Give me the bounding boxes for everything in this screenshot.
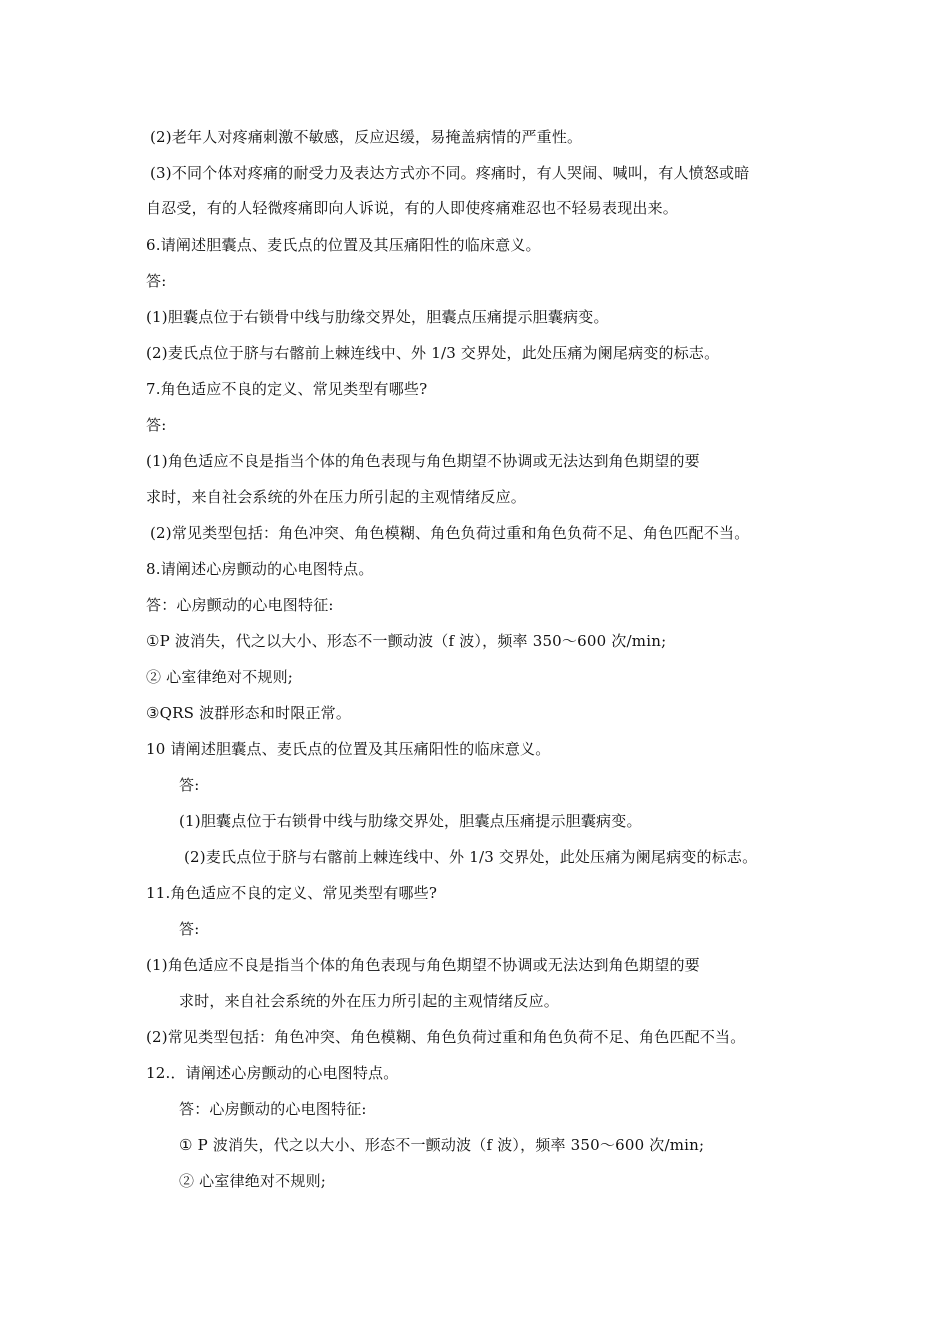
question-heading: 10 请阐述胆囊点、麦氏点的位置及其压痛阳性的临床意义。 — [146, 740, 551, 758]
answer-label: 答: — [146, 272, 167, 290]
text-line: (2)常见类型包括：角色冲突、角色模糊、角色负荷过重和角色负荷不足、角色匹配不当。 — [146, 1028, 746, 1046]
text-line: (1)胆囊点位于右锁骨中线与肋缘交界处，胆囊点压痛提示胆囊病变。 — [179, 812, 642, 830]
text-line: (1)角色适应不良是指当个体的角色表现与角色期望不协调或无法达到角色期望的要 — [146, 452, 700, 470]
text-line: ③QRS 波群形态和时限正常。 — [146, 704, 352, 722]
answer-label: 答: — [179, 920, 200, 938]
question-heading: 6.请阐述胆囊点、麦氏点的位置及其压痛阳性的临床意义。 — [146, 236, 541, 254]
question-heading: 11.角色适应不良的定义、常见类型有哪些? — [146, 884, 438, 902]
text-line: ① P 波消失，代之以大小、形态不一颤动波（f 波），频率 350～600 次/min; — [179, 1136, 705, 1154]
text-line: ② 心室律绝对不规则; — [146, 668, 294, 686]
text-line: (2)麦氏点位于脐与右髂前上棘连线中、外 1/3 交界处，此处压痛为阑尾病变的标志。 — [146, 344, 720, 362]
text-line: (1)胆囊点位于右锁骨中线与肋缘交界处，胆囊点压痛提示胆囊病变。 — [146, 308, 609, 326]
question-heading: 8.请阐述心房颤动的心电图特点。 — [146, 560, 374, 578]
text-line: ①P 波消失，代之以大小、形态不一颤动波（f 波），频率 350～600 次/min; — [146, 632, 667, 650]
answer-label: 答: — [179, 776, 200, 794]
text-line: (2)老年人对疼痛刺激不敏感，反应迟缓，易掩盖病情的严重性。 — [150, 128, 583, 146]
text-line: 自忍受，有的人轻微疼痛即向人诉说，有的人即使疼痛难忍也不轻易表现出来。 — [146, 199, 679, 217]
answer-label: 答：心房颤动的心电图特征: — [146, 596, 334, 614]
text-line: (3)不同个体对疼痛的耐受力及表达方式亦不同。疼痛时，有人哭闹、喊叫，有人愤怒或暗 — [150, 164, 750, 182]
text-line: (2)常见类型包括：角色冲突、角色模糊、角色负荷过重和角色负荷不足、角色匹配不当。 — [150, 524, 750, 542]
text-line: ② 心室律绝对不规则; — [179, 1172, 327, 1190]
question-heading: 7.角色适应不良的定义、常见类型有哪些? — [146, 380, 428, 398]
text-line: 求时，来自社会系统的外在压力所引起的主观情绪反应。 — [146, 488, 527, 506]
text-line: (2)麦氏点位于脐与右髂前上棘连线中、外 1/3 交界处，此处压痛为阑尾病变的标志。 — [184, 848, 758, 866]
answer-label: 答: — [146, 416, 167, 434]
text-line: (1)角色适应不良是指当个体的角色表现与角色期望不协调或无法达到角色期望的要 — [146, 956, 700, 974]
question-heading: 12.．请阐述心房颤动的心电图特点。 — [146, 1064, 399, 1082]
text-line: 求时，来自社会系统的外在压力所引起的主观情绪反应。 — [179, 992, 560, 1010]
answer-label: 答：心房颤动的心电图特征: — [179, 1100, 367, 1118]
